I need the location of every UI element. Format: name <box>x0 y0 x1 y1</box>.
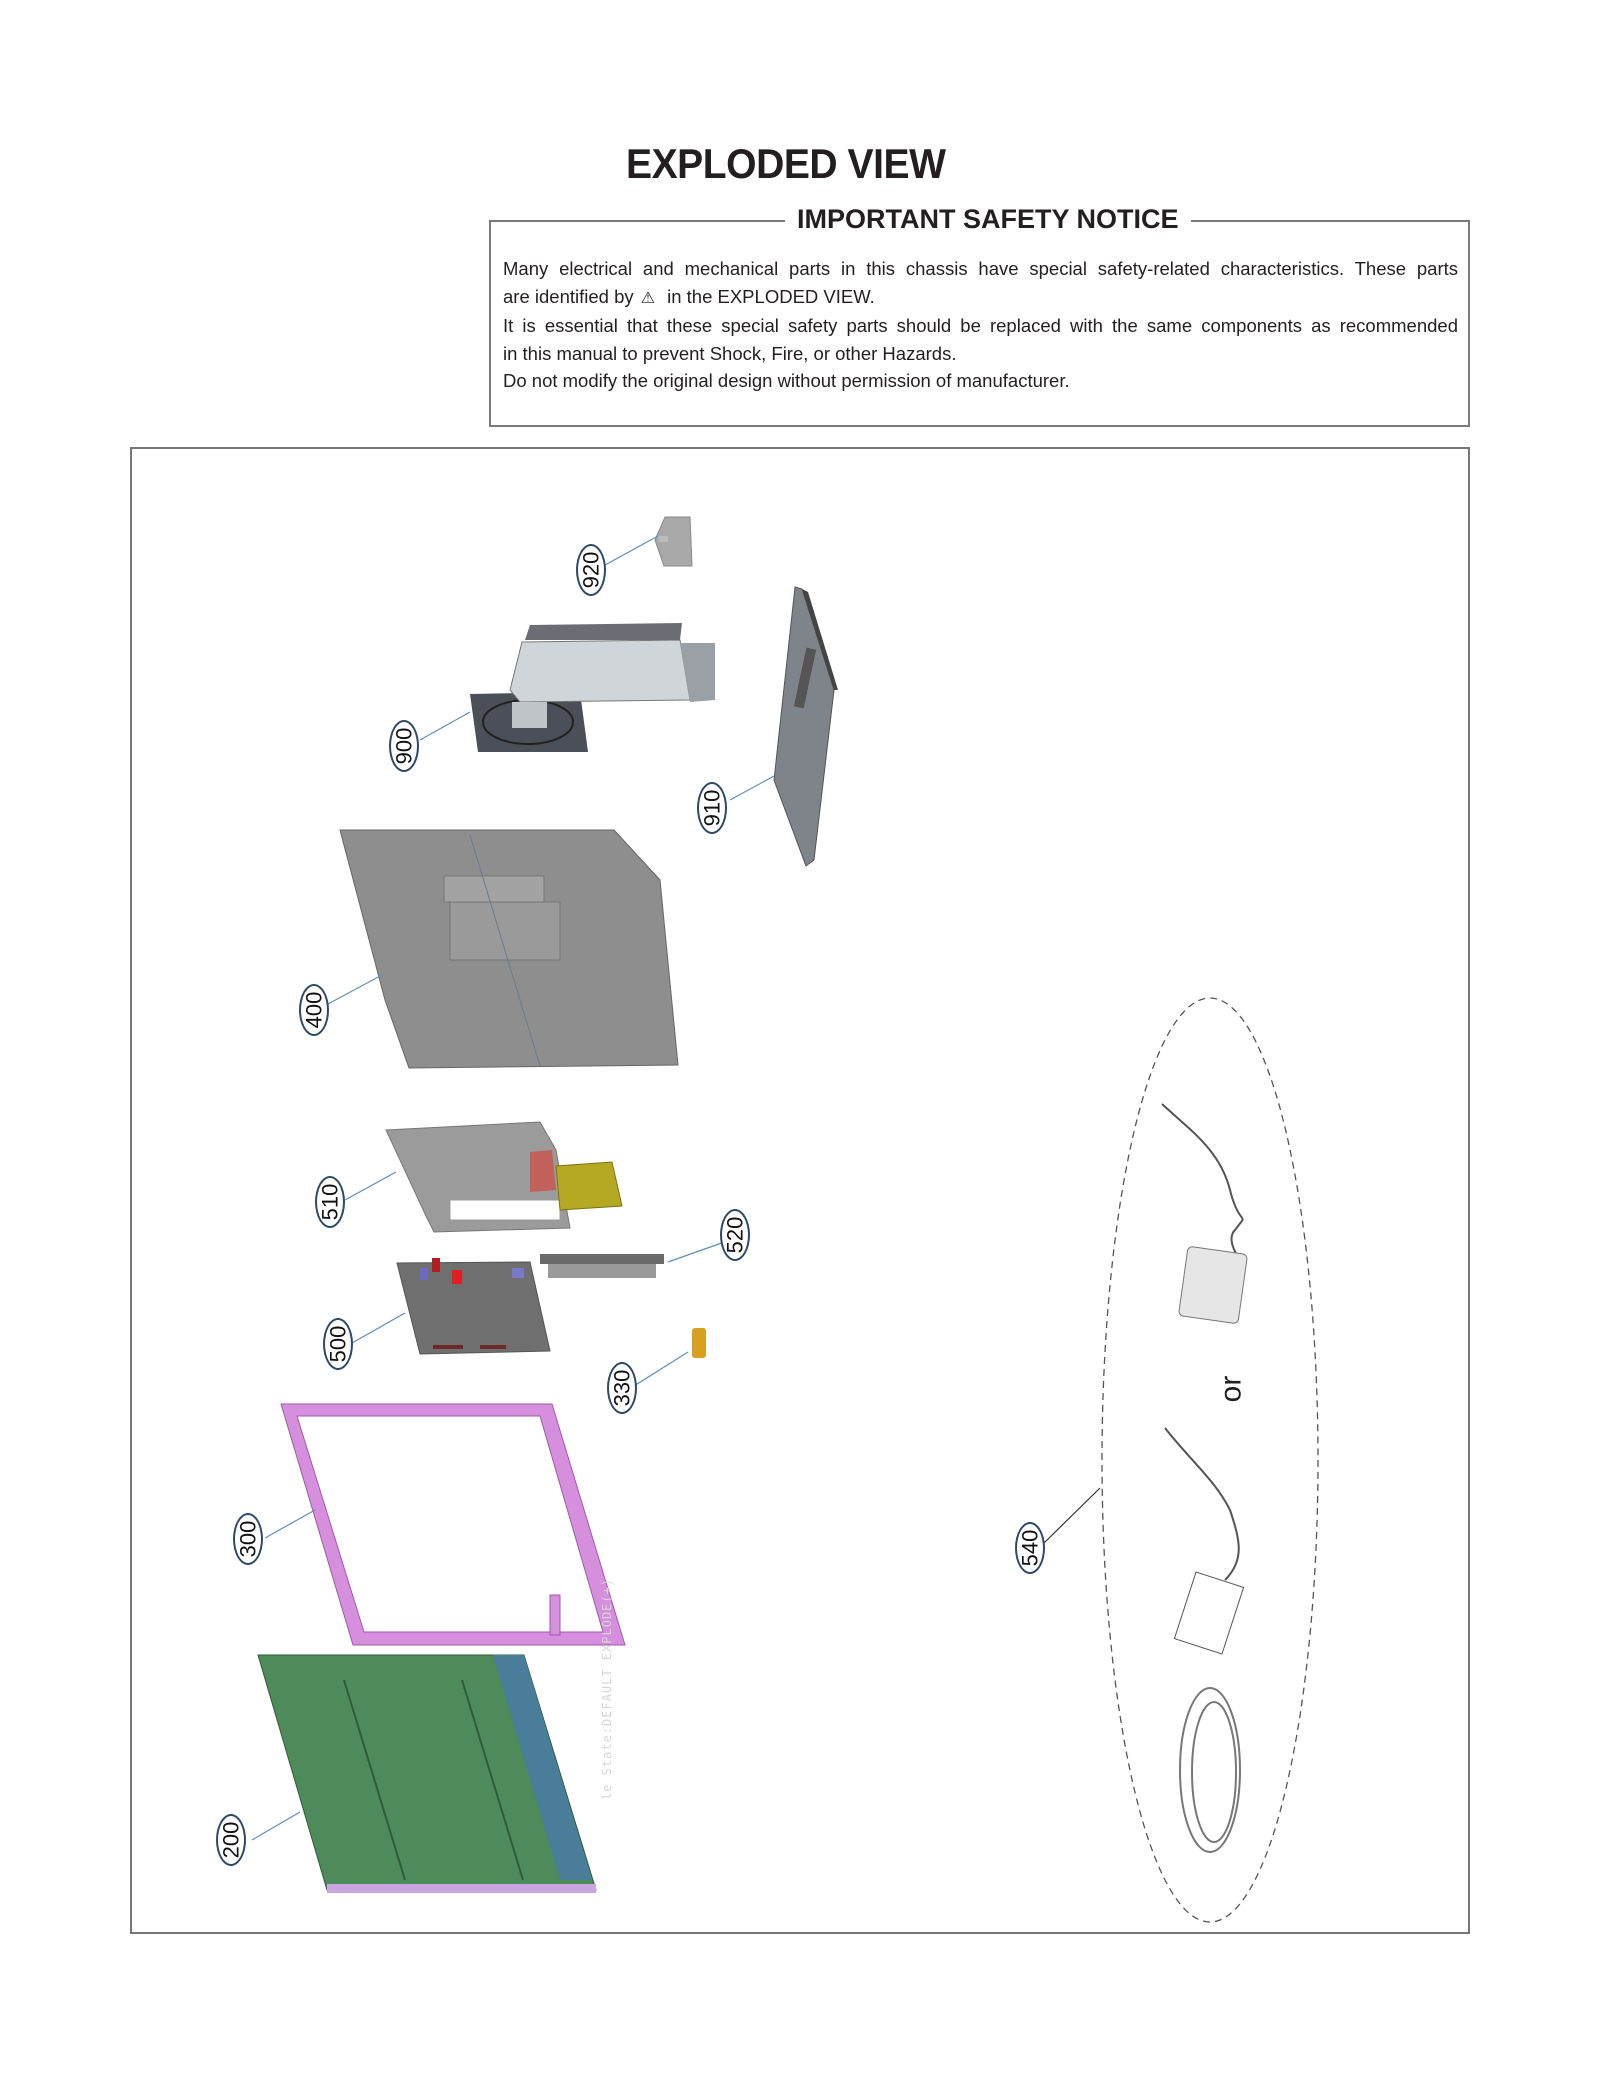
safety-notice-heading: IMPORTANT SAFETY NOTICE <box>785 204 1191 235</box>
callout-300[interactable]: 300 <box>233 1513 263 1565</box>
part-510-drawing <box>386 1122 622 1232</box>
callout-400[interactable]: 400 <box>299 984 329 1036</box>
notice-line-1: Many electrical and mechanical parts in this chassis have special safety-related characteristics. These parts <box>503 258 1458 279</box>
cad-state-watermark: le State:DEFAULT EXPLODE(+) <box>600 1577 614 1800</box>
part-520-drawing <box>540 1254 664 1278</box>
alternative-or-label: or <box>1214 1375 1248 1403</box>
part-540-drawing <box>1102 998 1318 1922</box>
part-300-drawing <box>281 1404 625 1645</box>
callout-500[interactable]: 500 <box>323 1318 353 1370</box>
callout-520[interactable]: 520 <box>720 1209 750 1261</box>
callout-330[interactable]: 330 <box>607 1362 637 1414</box>
part-330-drawing <box>692 1328 706 1358</box>
callout-900[interactable]: 900 <box>389 720 419 772</box>
callout-200[interactable]: 200 <box>216 1814 246 1866</box>
callout-510[interactable]: 510 <box>315 1176 345 1228</box>
warning-triangle-icon: ⚠ <box>640 289 656 307</box>
callout-910[interactable]: 910 <box>697 782 727 834</box>
notice-line-2-start: are identified by <box>503 285 634 307</box>
notice-line-2-end: in the EXPLODED VIEW. <box>667 285 875 307</box>
callout-920[interactable]: 920 <box>576 544 606 596</box>
part-200-drawing <box>258 1655 596 1893</box>
part-910-drawing <box>774 587 838 866</box>
part-900-drawing <box>470 623 715 752</box>
part-500-drawing <box>397 1258 550 1354</box>
notice-line-4: in this manual to prevent Shock, Fire, or other Hazards. <box>503 342 957 364</box>
part-400-drawing <box>340 830 678 1068</box>
notice-line-3: It is essential that these special safety parts should be replaced with the same components as recommended <box>503 315 1458 336</box>
callout-540[interactable]: 540 <box>1015 1522 1045 1574</box>
notice-line-5: Do not modify the original design without permission of manufacturer. <box>503 370 1070 391</box>
part-920-drawing <box>655 517 692 566</box>
page-title: EXPLODED VIEW <box>626 140 946 187</box>
